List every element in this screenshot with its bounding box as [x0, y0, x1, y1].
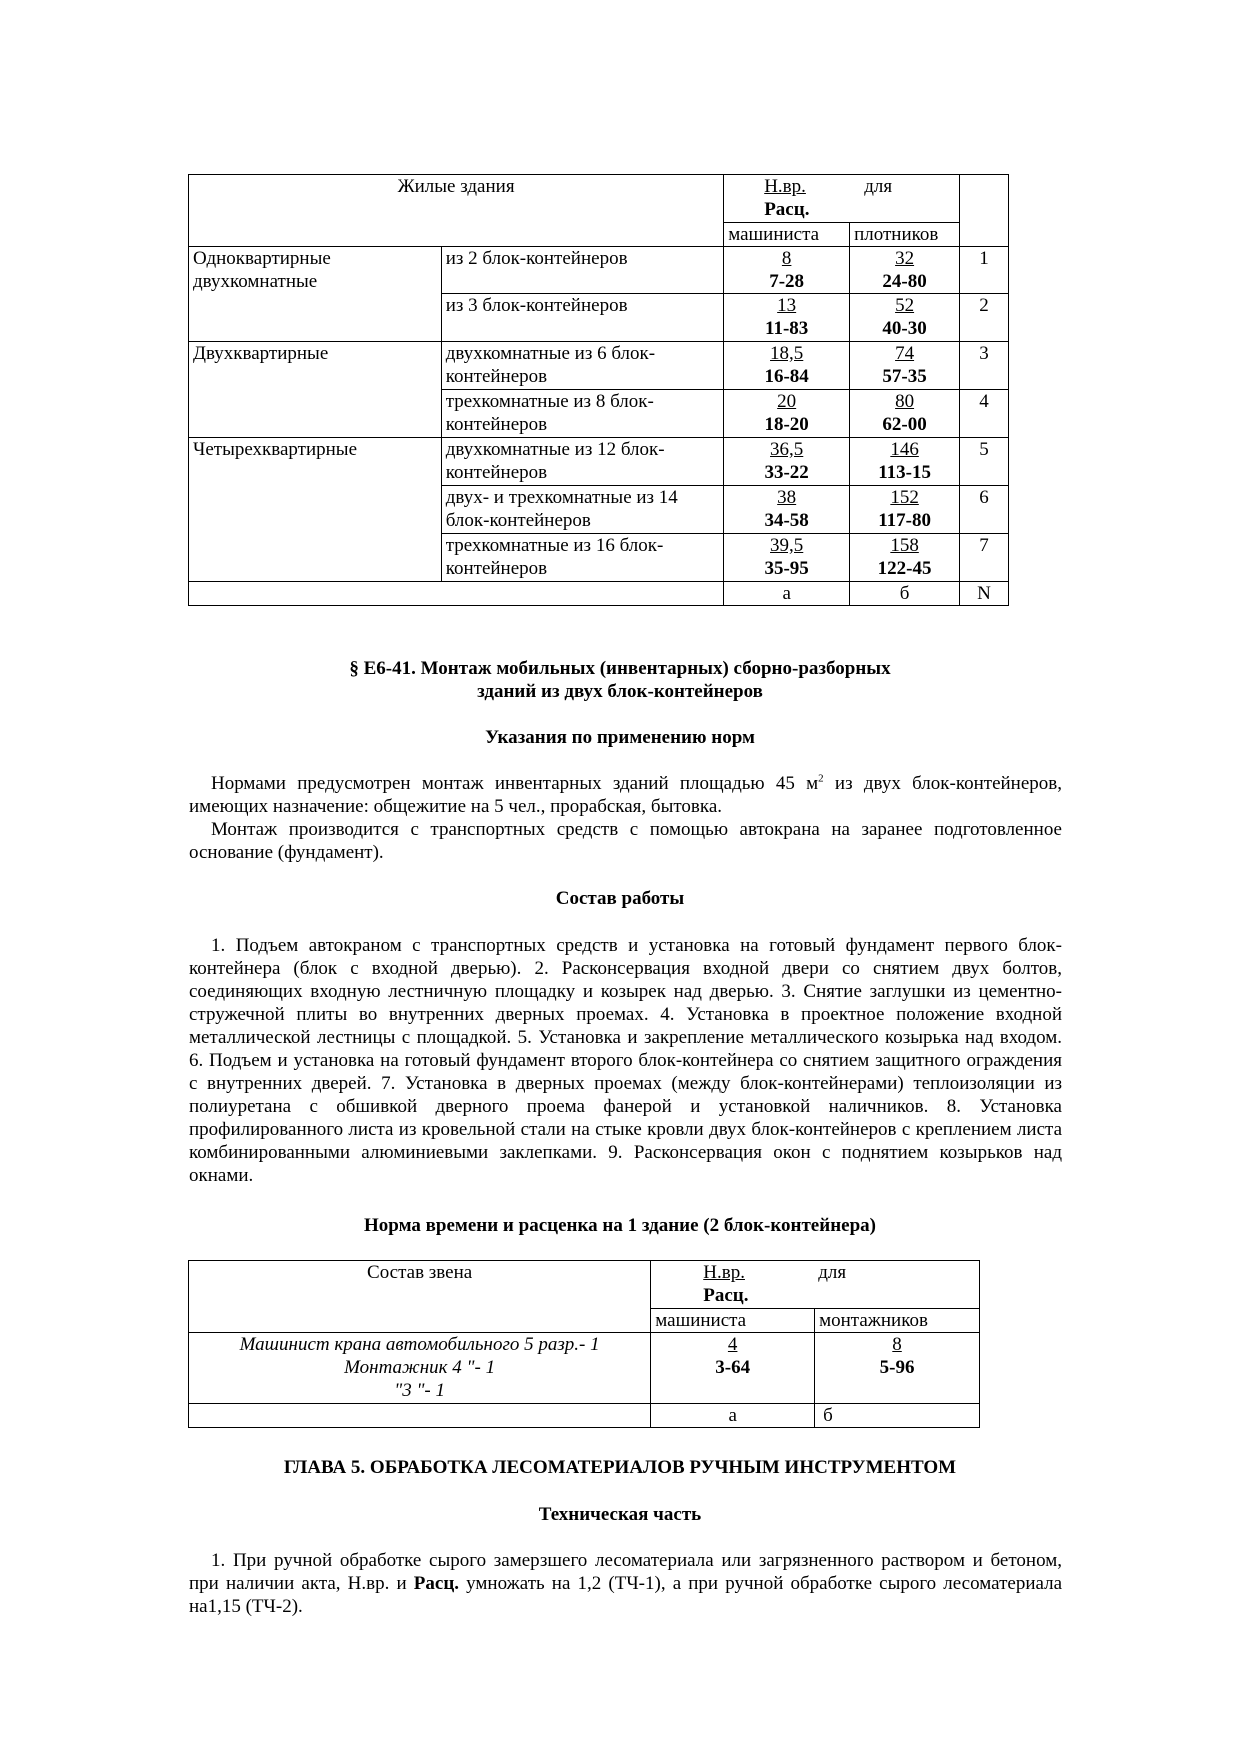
table-row: [189, 1333, 980, 1404]
table2-title: Состав звена: [367, 1262, 473, 1283]
table1-nvr-label: Н.вр.: [764, 176, 806, 197]
table1-group-cell: Двухквартирные: [189, 342, 442, 438]
table1-group-cell: Четырехквартирные: [189, 438, 442, 582]
table1-a-cell: 36,5 33-22: [724, 438, 850, 486]
table1-desc-cell: двухкомнатные из 12 блок-контейнеров: [441, 438, 723, 486]
table1-desc-cell: из 2 блок-контейнеров: [441, 247, 723, 294]
table1-col-b-header: плотников: [850, 223, 960, 247]
table2-dlya-label: для: [818, 1262, 847, 1283]
table1-footer-n: N: [960, 582, 1009, 606]
table2-b-cell: 8 5-96: [815, 1333, 980, 1404]
table1-footer-row: [189, 582, 1009, 606]
crew-norm-table: [188, 1260, 980, 1428]
table2-title-cell: [189, 1261, 651, 1333]
table2-rasc-label: Расц.: [703, 1285, 749, 1306]
guidelines-paragraph-1: Нормами предусмотрен монтаж инвентарных зданий площадью 45 $м^2$ из двух блок-контейнеров, имеющих назначение: общежитие на 5 чел., прорабская, бытовка.: [189, 772, 1062, 817]
table2-col-a-header: машиниста: [651, 1309, 815, 1333]
section-title-line1: § Е6-41. Монтаж мобильных (инвентарных) сборно-разборных: [349, 658, 891, 679]
table2-a-cell: 4 3-64: [651, 1333, 815, 1404]
table1-col-a-header: машиниста: [724, 223, 850, 247]
table2-footer-row: [189, 1404, 980, 1428]
table1-b-cell: 158 122-45: [850, 534, 960, 582]
table1-a-cell: 20 18-20: [724, 390, 850, 438]
table1-desc-cell: двухкомнатные из 6 блок-контейнеров: [441, 342, 723, 390]
norm-heading: Норма времени и расценка на 1 здание (2 блок-контейнера): [364, 1215, 876, 1236]
work-composition-heading: Состав работы: [555, 888, 685, 909]
crew-member: Машинист крана автомобильного 5 разр.- 1: [239, 1334, 600, 1355]
table1-title: Жилые здания: [397, 176, 515, 197]
table1-rasc-label: Расц.: [764, 199, 810, 220]
table1-group-cell: Одноквартирные двухкомнатные: [189, 247, 442, 342]
table1-a-cell: 13 11-83: [724, 294, 850, 342]
table1-b-cell: 74 57-35: [850, 342, 960, 390]
table2-crew-cell: [189, 1333, 651, 1404]
table2-col-b-header: монтажников: [815, 1309, 980, 1333]
table-row: [189, 438, 1009, 486]
table1-n-cell: 1: [960, 247, 1009, 294]
table1-n-cell: 3: [960, 342, 1009, 390]
table1-n-cell: 2: [960, 294, 1009, 342]
table1-b-cell: 80 62-00: [850, 390, 960, 438]
work-composition-text: 1. Подъем автокраном с транспортных средств и установка на готовый фундамент первого блок-контейнера (блок с входной дверью). 2. Расконсервация входной двери со снятием двух болтов, соединяющих входную лестничную площадку и козырек над дверью. 3. Снятие заглушки из цементно-стружечной плиты во внутренних дверных проемах. 4. Установка в проектное положение входной металлической лестницы с площадкой. 5. Установка и закрепление металлического козырька над входом. 6. Подъем и установка на готовый фундамент второго блок-контейнера со снятием защитного ограждения с внутренних дверей. 7. Установка в дверных проемах (между блок-контейнерами) теплоизоляции из полиуретана с обшивкой дверного проема фанерой и установкой наличников. 8. Установка профилированного листа из кровельной стали на стыке кровли двух блок-контейнеров с креплением листа комбинированными алюминиевыми заклепками. 9. Расконсервация окон с поднятием козырьков над окнами.: [189, 935, 1062, 1186]
guidelines-paragraph-2: Монтаж производится с транспортных средств с помощью автокрана на заранее подготовленное основание (фундамент).: [189, 819, 1062, 863]
guidelines-heading: Указания по применению норм: [485, 727, 755, 748]
table1-b-cell: 32 24-80: [850, 247, 960, 294]
technical-part-text: 1. При ручной обработке сырого замерзшего лесоматериала или загрязненного раствором и бетоном, при наличии акта, Н.вр. и Расц. умножать на 1,2 (ТЧ-1), а при ручной обработке сырого лесоматериала на1,15 (ТЧ-2).: [189, 1550, 1062, 1617]
chapter-title: ГЛАВА 5. ОБРАБОТКА ЛЕСОМАТЕРИАЛОВ РУЧНЫМ ИНСТРУМЕНТОМ: [283, 1457, 957, 1478]
table1-title-cell: [189, 175, 724, 247]
table1-n-header: [960, 175, 1009, 247]
table1-a-cell: 38 34-58: [724, 486, 850, 534]
table1-n-cell: 5: [960, 438, 1009, 486]
crew-member: "3 "- 1: [394, 1380, 446, 1401]
technical-part-heading: Техническая часть: [538, 1504, 702, 1525]
table2-nvr-label: Н.вр.: [703, 1262, 745, 1283]
table2-footer-b: б: [815, 1404, 980, 1428]
residential-buildings-table: [188, 174, 1009, 606]
table1-n-cell: 6: [960, 486, 1009, 534]
table1-footer-b: б: [850, 582, 960, 606]
table1-footer-a: а: [724, 582, 850, 606]
table-row: [189, 247, 1009, 294]
crew-member: Монтажник 4 "- 1: [344, 1357, 496, 1378]
table1-desc-cell: трехкомнатные из 16 блок-контейнеров: [441, 534, 723, 582]
table1-n-cell: 4: [960, 390, 1009, 438]
table1-desc-cell: трехкомнатные из 8 блок-контейнеров: [441, 390, 723, 438]
table1-b-cell: 52 40-30: [850, 294, 960, 342]
table1-n-cell: 7: [960, 534, 1009, 582]
table-row: [189, 342, 1009, 390]
table2-nvr-header: [651, 1261, 980, 1309]
table1-desc-cell: двух- и трехкомнатные из 14 блок-контейнеров: [441, 486, 723, 534]
table1-a-cell: 18,5 16-84: [724, 342, 850, 390]
table1-b-cell: 146 113-15: [850, 438, 960, 486]
table1-nvr-header: [724, 175, 960, 223]
table1-dlya-label: для: [864, 176, 893, 197]
section-title-line2: зданий из двух блок-контейнеров: [477, 681, 763, 702]
table1-a-cell: 8 7-28: [724, 247, 850, 294]
table1-desc-cell: из 3 блок-контейнеров: [441, 294, 723, 342]
table1-a-cell: 39,5 35-95: [724, 534, 850, 582]
table1-b-cell: 152 117-80: [850, 486, 960, 534]
table2-footer-a: а: [651, 1404, 815, 1428]
